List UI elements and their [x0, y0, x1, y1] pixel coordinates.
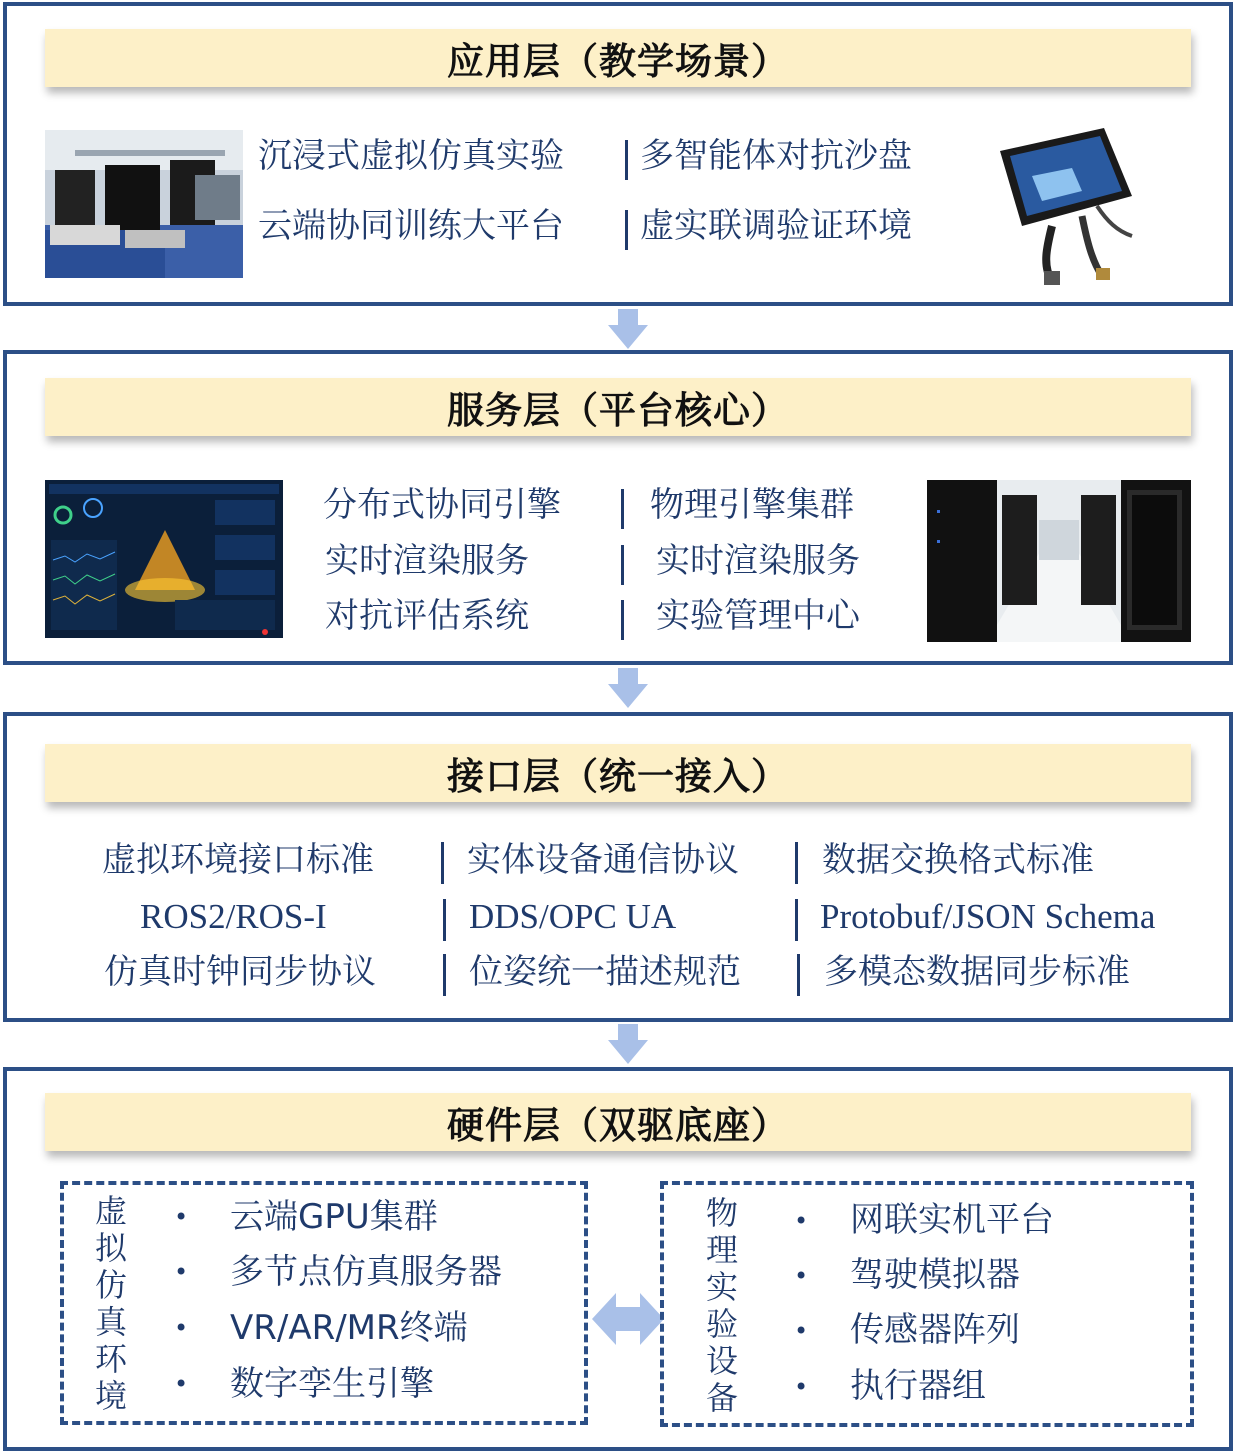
interface-layer — [3, 712, 1233, 1022]
tablet-device-image — [992, 126, 1142, 286]
bullet: • — [794, 1207, 809, 1235]
bullet: • — [174, 1203, 189, 1231]
virtual-item: VR/AR/MR终端 — [230, 1308, 468, 1348]
bullet: • — [794, 1262, 809, 1290]
virtual-item: 数字孪生引擎 — [230, 1364, 434, 1404]
arrow-down-icon — [606, 307, 650, 351]
physical-item: 执行器组 — [850, 1366, 986, 1406]
item-physics-engine-cluster: 物理引擎集群 — [650, 485, 854, 525]
virtual-item: 多节点仿真服务器 — [230, 1252, 502, 1292]
interface-layer-title: 接口层（统一接入） — [45, 744, 1191, 802]
item-device-comm-protocol: 实体设备通信协议 — [467, 840, 739, 880]
lab-photo — [45, 130, 243, 278]
bullet: • — [794, 1317, 809, 1345]
separator — [797, 954, 800, 996]
separator — [621, 545, 624, 585]
arrow-down-icon — [606, 666, 650, 710]
server-room-image — [927, 480, 1191, 642]
service-layer — [3, 350, 1233, 665]
physical-equipment-label: 物 理 实 验 设 备 — [705, 1194, 738, 1417]
item-distributed-engine: 分布式协同引擎 — [323, 485, 561, 525]
physical-equipment-box — [660, 1181, 1194, 1427]
hardware-layer-title: 硬件层（双驱底座） — [45, 1093, 1191, 1151]
dashboard-screenshot-image — [45, 480, 283, 638]
separator — [441, 842, 444, 884]
bidirectional-arrow-icon — [592, 1289, 664, 1349]
item-protobuf-json: Protobuf/JSON Schema — [820, 897, 1156, 936]
physical-item: 驾驶模拟器 — [850, 1255, 1020, 1295]
separator — [443, 954, 446, 996]
separator — [625, 140, 628, 180]
virtual-environment-box — [60, 1181, 588, 1425]
item-virtual-env-interface: 虚拟环境接口标准 — [102, 840, 374, 880]
separator — [621, 600, 624, 640]
separator — [625, 210, 628, 250]
item-realtime-render-1: 实时渲染服务 — [325, 541, 529, 581]
bullet: • — [174, 1370, 189, 1398]
service-layer-title: 服务层（平台核心） — [45, 378, 1191, 436]
separator — [443, 899, 446, 941]
item-multimodal-sync: 多模态数据同步标准 — [824, 952, 1130, 992]
item-multi-agent-sandbox: 多智能体对抗沙盘 — [640, 136, 912, 176]
application-layer-title: 应用层（教学场景） — [45, 29, 1191, 87]
item-adversarial-evaluation: 对抗评估系统 — [325, 596, 529, 636]
virtual-item: 云端GPU集群 — [230, 1197, 438, 1237]
item-cloud-training-platform: 云端协同训练大平台 — [258, 206, 564, 246]
application-layer — [3, 2, 1233, 306]
bullet: • — [794, 1373, 809, 1401]
separator — [795, 899, 798, 941]
bullet: • — [174, 1314, 189, 1342]
item-immersive-experiment: 沉浸式虚拟仿真实验 — [258, 136, 564, 176]
hardware-layer — [3, 1067, 1233, 1451]
separator — [795, 842, 798, 884]
item-pose-description: 位姿统一描述规范 — [469, 952, 741, 992]
item-realtime-render-2: 实时渲染服务 — [656, 541, 860, 581]
physical-item: 传感器阵列 — [850, 1310, 1020, 1350]
item-virtual-real-verification: 虚实联调验证环境 — [640, 206, 912, 246]
physical-item: 网联实机平台 — [850, 1200, 1054, 1240]
item-clock-sync: 仿真时钟同步协议 — [104, 952, 376, 992]
virtual-environment-label: 虚 拟 仿 真 环 境 — [94, 1192, 127, 1415]
item-dds-opcua: DDS/OPC UA — [469, 897, 677, 936]
arrow-down-icon — [606, 1022, 650, 1066]
item-experiment-management: 实验管理中心 — [656, 596, 860, 636]
item-data-exchange-format: 数据交换格式标准 — [822, 840, 1094, 880]
separator — [621, 489, 624, 529]
item-ros: ROS2/ROS-I — [140, 897, 327, 936]
bullet: • — [174, 1258, 189, 1286]
